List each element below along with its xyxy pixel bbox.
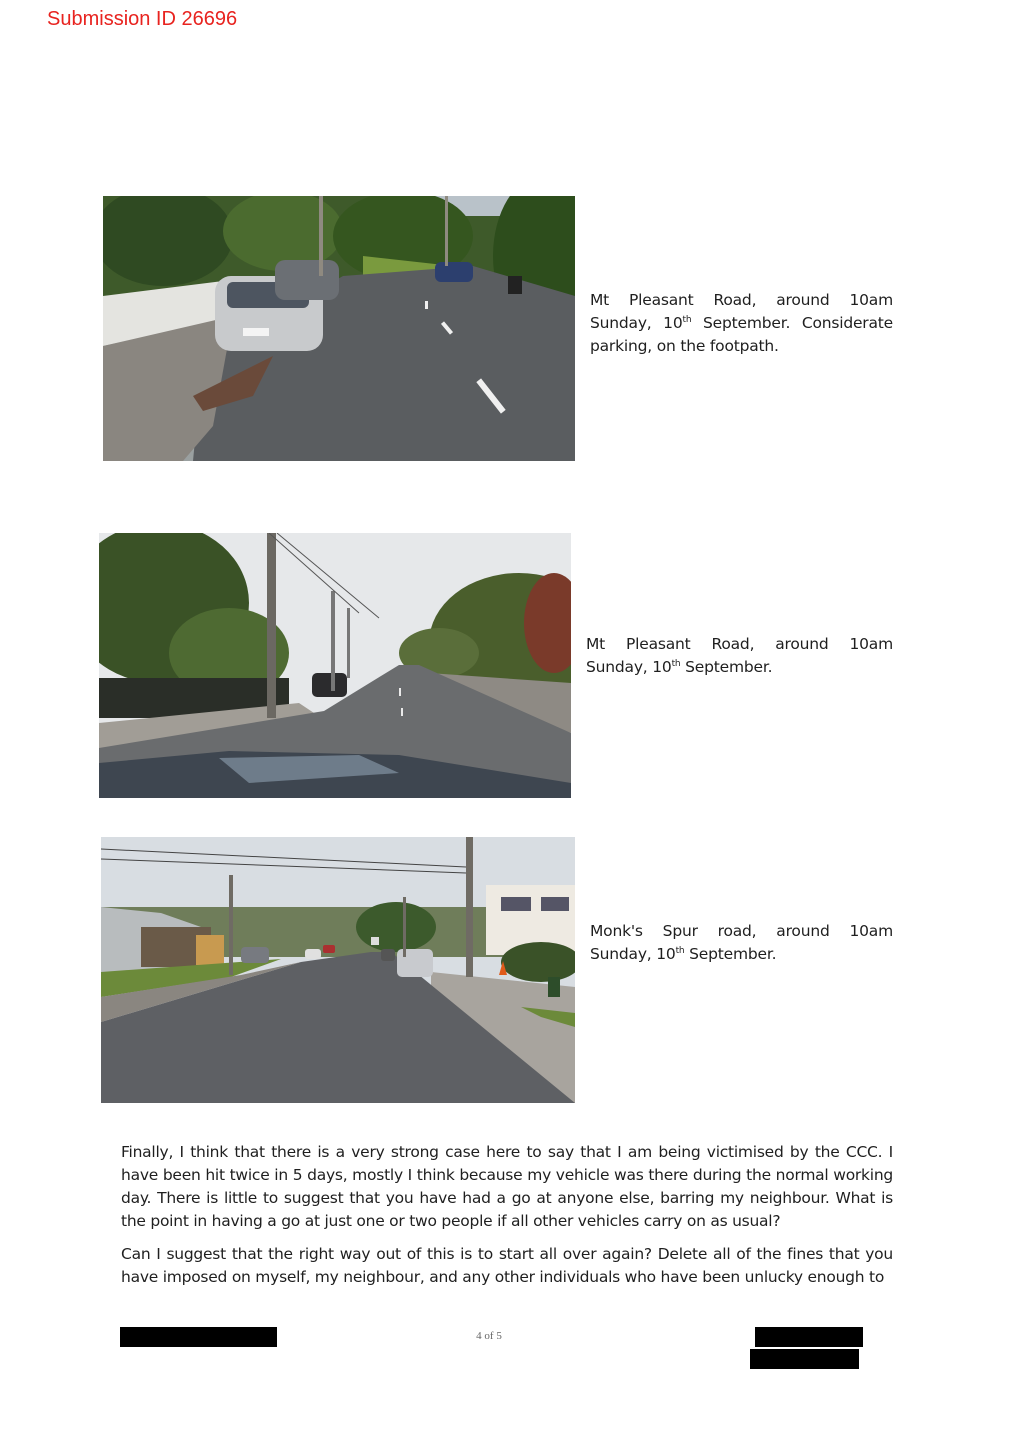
submission-id-label: Submission ID 26696 [47, 8, 238, 30]
redaction-block-right-top [755, 1327, 863, 1347]
redaction-block-right-bottom [750, 1349, 859, 1369]
photo-monks-spur-road [101, 837, 575, 1103]
photo-3-caption: Monk's Spur road, around 10am Sunday, 10th September. [590, 922, 893, 963]
body-paragraph-2: Can I suggest that the right way out of this is to start all over again? Delete all of the fines that you have imposed on myself, my neighbour, and any other individuals who have been unlucky enough to [121, 1245, 893, 1286]
photo-mt-pleasant-parked-car [103, 196, 575, 461]
photo-1-caption: Mt Pleasant Road, around 10am Sunday, 10th September. Considerate parking, on the footpath. [590, 291, 893, 355]
body-paragraph-1: Finally, I think that there is a very strong case here to say that I am being victimised by the CCC. I have been hit twice in 5 days, mostly I think because my vehicle was there during the normal working day. There is little to suggest that you have had a go at anyone else, barring my neighbour. What is the point in having a go at just one or two people if all other vehicles carry on as usual? [121, 1143, 893, 1230]
photo-mt-pleasant-road [99, 533, 571, 798]
page-number: 4 of 5 [476, 1330, 502, 1342]
photo-2-caption: Mt Pleasant Road, around 10am Sunday, 10th September. [586, 635, 893, 676]
